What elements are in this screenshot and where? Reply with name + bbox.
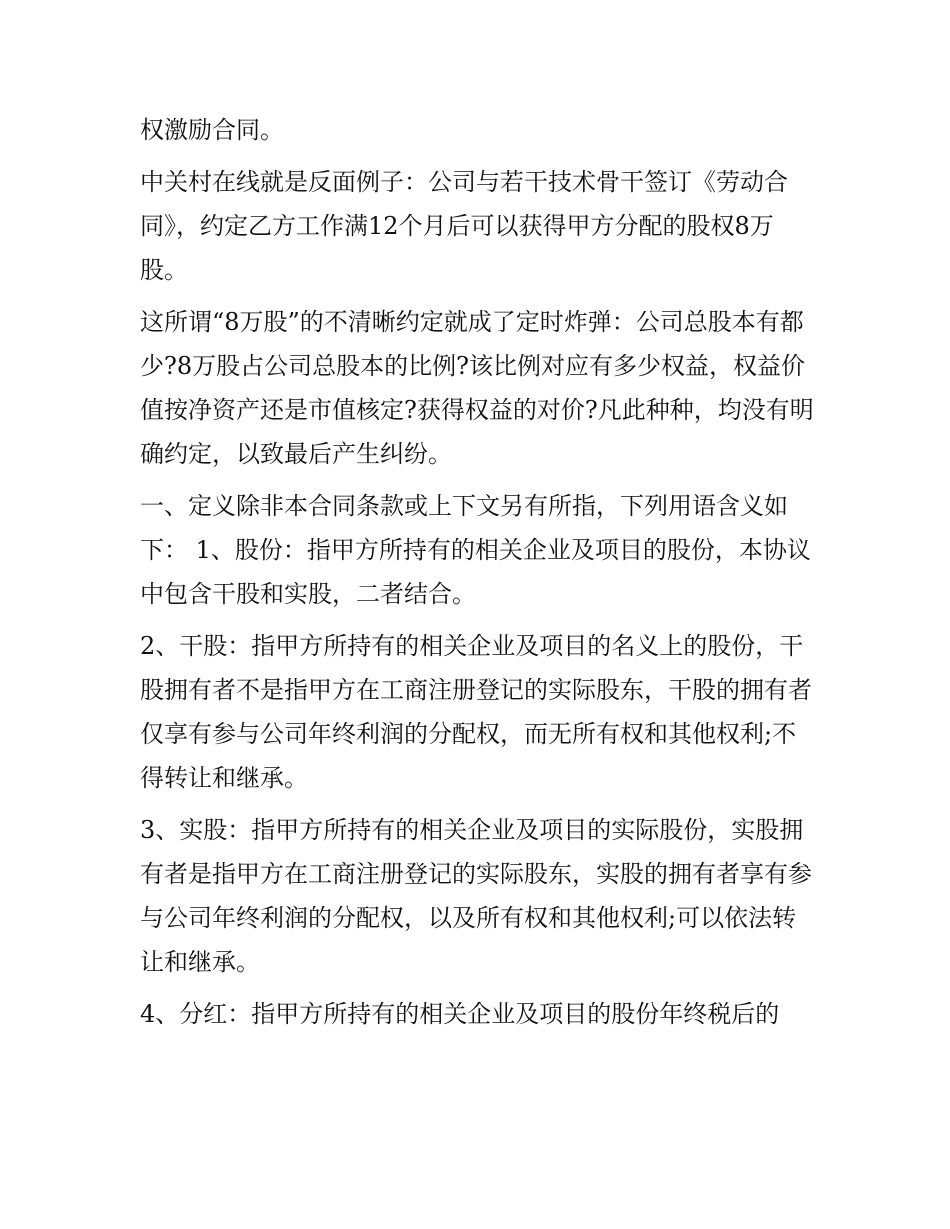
paragraph-1: 权激励合同。 [140, 116, 284, 144]
paragraph-7: 4、分红：指甲方所持有的相关企业及项目的股份年终税后的 [140, 1000, 780, 1028]
paragraph-4: 一、定义除非本合同条款或上下文另有所指，下列用语含义如下： 1、股份：指甲方所持有的相关企业及项目的股份，本协议中包含干股和实股，二者结合。 [140, 492, 811, 608]
paragraph-6: 3、实股：指甲方所持有的相关企业及项目的实际股份，实股拥有者是指甲方在工商注册登记的实际股东，实股的拥有者享有参与公司年终利润的分配权，以及所有权和其他权利;可以依法转让和继承。 [140, 816, 812, 976]
paragraph-2: 中关村在线就是反面例子：公司与若干技术骨干签订《劳动合同》，约定乙方工作满12个月后可以获得甲方分配的股权8万股。 [140, 168, 788, 284]
document-page [140, 108, 820, 1044]
paragraph-3: 这所谓“8万股”的不清晰约定就成了定时炸弹：公司总股本有都少?8万股占公司总股本的比例?该比例对应有多少权益，权益价值按净资产还是市值核定?获得权益的对价?凡此种种，均没有明确约定，以致最后产生纠纷。 [140, 308, 814, 468]
paragraph-5: 2、干股：指甲方所持有的相关企业及项目的名义上的股份，干股拥有者不是指甲方在工商注册登记的实际股东，干股的拥有者仅享有参与公司年终利润的分配权，而无所有权和其他权利;不得转让和继承。 [140, 632, 812, 792]
